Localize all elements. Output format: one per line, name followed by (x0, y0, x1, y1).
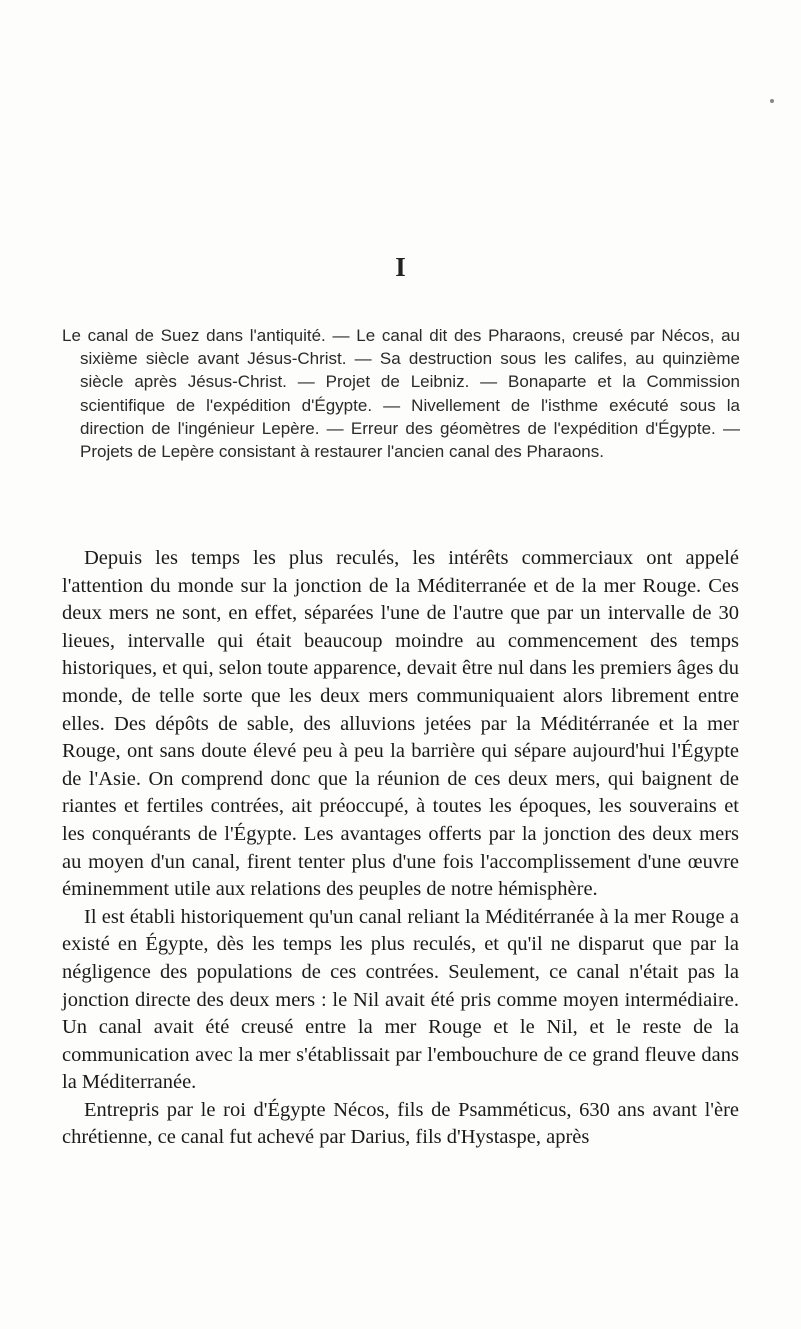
paragraph-1: Depuis les temps les plus reculés, les intérêts commerciaux ont appelé l'attention du monde sur la jonction de la Méditerranée et de la mer Rouge. Ces deux mers ne sont, en effet, séparées l'une de l'autre que par un intervalle de 30 lieues, intervalle qui était beaucoup moindre au commencement des temps historiques, et qui, selon toute apparence, devait être nul dans les premiers âges du monde, de telle sorte que les deux mers communiquaient alors librement entre elles. Des dépôts de sable, des alluvions jetées par la Méditérranée et la mer Rouge, ont sans doute élevé peu à peu la barrière qui sépare aujourd'hui l'Égypte de l'Asie. On comprend donc que la réunion de ces deux mers, qui baignent de riantes et fertiles contrées, ait préoccupé, à toutes les époques, les souverains et les conquérants de l'Égypte. Les avantages offerts par la jonction des deux mers au moyen d'un canal, firent tenter plus d'une fois l'accomplissement d'une œuvre éminemment utile aux relations des peuples de notre hémisphère. (62, 547, 739, 901)
paragraph-3: Entrepris par le roi d'Égypte Nécos, fils de Psamméticus, 630 ans avant l'ère chrétienne, ce canal fut achevé par Darius, fils d'Hystaspe, après (62, 1098, 739, 1149)
paragraph-2: Il est établi historiquement qu'un canal reliant la Méditérranée à la mer Rouge a existé en Égypte, dès les temps les plus reculés, et qu'il ne disparut que par la négligence des populations de ces contrées. Seulement, ce canal n'était pas la jonction directe des deux mers : le Nil avait été pris comme moyen intermédiaire. Un canal avait été creusé entre la mer Rouge et le Nil, et le reste de la communication avec la mer s'établissait par l'embouchure de ce grand fleuve dans la Méditerranée. (62, 905, 739, 1094)
body-text (62, 545, 739, 1152)
print-speck (770, 99, 774, 103)
chapter-numeral: I (395, 252, 406, 282)
chapter-summary: Le canal de Suez dans l'antiquité. — Le canal dit des Pharaons, creusé par Nécos, au sixième siècle avant Jésus-Christ. — Sa destruction sous les califes, au quinzième siècle après Jésus-Christ. — Projet de Leibniz. — Bonaparte et la Commission scientifique de l'expédition d'Égypte. — Nivellement de l'isthme exécuté sous la direction de l'ingénieur Lepère. — Erreur des géomètres de l'expédition d'Égypte. — Projets de Lepère consistant à restaurer l'ancien canal des Pharaons. (62, 326, 740, 462)
